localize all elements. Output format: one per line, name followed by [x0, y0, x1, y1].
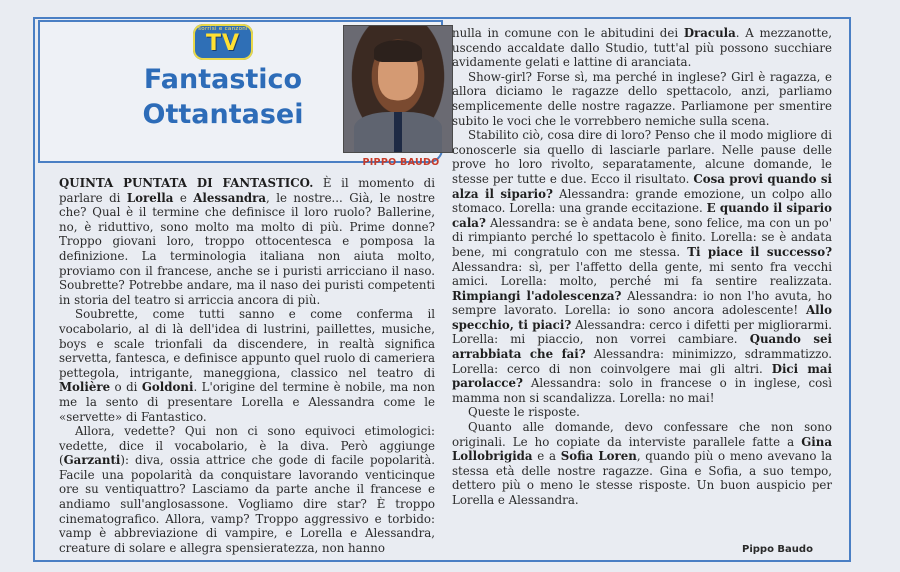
bold-text: Gina Lollobrigida [452, 434, 832, 464]
paragraph: Queste le risposte. [468, 405, 580, 420]
bold-text: Sofia Loren [560, 449, 637, 464]
photo-hair [374, 40, 422, 62]
title-line-1: Fantastico [143, 64, 303, 95]
bold-text: Alessandra [193, 190, 267, 205]
bold-text: Goldoni [141, 380, 194, 395]
bold-text: Allo specchio, ti piaci? [452, 303, 832, 332]
author-photo [343, 25, 453, 153]
logo-big-text: TV [205, 31, 241, 56]
photo-caption: PIPPO BAUDO [362, 157, 440, 168]
bold-text: Ti piace il successo? [687, 244, 832, 259]
bold-text: Quando sei arrabbiata che fai? [452, 332, 832, 362]
bold-text: E quando il sipario cala? [452, 201, 832, 230]
paragraph: Soubrette, come tutti sanno e come conferma il vocabolario, al di là dell'idea di lustrini, paillettes, musiche, boys e scale trionfali da discendere, in realtà significa servetta, fantesca, e definisce appunto quel ruolo di cameriera pettegola, intrigante, maneggiona, classico nel teatro di Molière o di Goldoni. L'origine del termine è nobile, ma non me la sento di presentare Lorella e Alessandra come le «servette» di Fantastico. [59, 307, 435, 424]
bold-text: Lorella [126, 190, 174, 205]
article-title [118, 62, 328, 132]
bold-text: Dracula [683, 26, 736, 40]
paragraph: Quanto alle domande, devo confessare che non sono originali. Le ho copiate da interviste parallele fatte a Gina Lollobrigida e a Sofia Loren, quando più o meno avevano la stessa età delle nostre ragazze. Gina e Sofia, a suo tempo, dettero più o meno le stesse risposte. Un buon auspicio per Lorella e Alessandra. [452, 420, 832, 507]
paragraph: Stabilito ciò, cosa dire di loro? Penso che il modo migliore di conoscerle sia quello di lasciarle parlare. Nelle pause delle prove ho loro rivolto, separatamente, alcune domande, le stesse per tutte e due. Ecco il risultato. Cosa provi quando si alza il sipario? Alessandra: grande emozione, un colpo allo stomaco. Lorella: una grande eccitazione. E quando il sipario cala? Alessandra: se è andata bene, sono felice, ma con un po' di rimpianto perché lo spettacolo è finito. Lorella: se è andata bene, mi congratulo con me stessa. Ti piace il successo? Alessandra: sì, per l'affetto della gente, mi sento fra vecchi amici. Lorella: molto, perché mi fa sentire realizzata. Rimpiangi l'adolescenza? Alessandra: io non l'ho avuta, ho sempre lavorato. Lorella: io sono ancora adolescente! Allo specchio, ti piaci? Alessandra: cerco i difetti per migliorarmi. Lorella: mi piaccio, non vorrei cambiare. Quando sei arrabbiata che fai? Alessandra: minimizzo, sdrammatizzo. Lorella: cerco di non coinvolgere mai gli altri. Dici mai parolacce? Alessandra: solo in francese o in inglese, così mamma non si scandalizza. Lorella: no mai! [452, 128, 833, 405]
paragraph: nulla in comune con le abitudini dei Dracula. A mezzanotte, uscendo accaldate dallo Studio, tutt'al più possono succhiare avidamente gelati e lattine di aranciata. [452, 26, 832, 70]
title-line-2: Ottantasei [142, 99, 304, 130]
column-left [59, 176, 435, 555]
paragraph: Allora, vedette? Qui non ci sono equivoci etimologici: vedette, dice il vocabolario, è la diva. Però aggiunge (Garzanti): diva, ossia attrice che gode di facile popolarità. Facile una popolarità da conquistare lavorando venticinque ore su ventiquattro? Lasciamo da parte anche il francese e andiamo sull'anglosassone. Vogliamo dire star? È troppo cinematografico. Allora, vamp? Troppo aggressivo e torbido: vamp è abbreviazione di vampire, e Lorella e Alessandra, creature di solare e allegra spensieratezza, non hanno [59, 424, 435, 555]
bold-text: Garzanti [63, 453, 121, 468]
column-right [452, 26, 832, 508]
logo-small-text: sorrisi e canzoni [198, 26, 248, 32]
bold-text: Cosa provi quando si alza il sipario? [452, 171, 832, 201]
tv-sorrisi-logo [193, 24, 253, 60]
photo-tie [394, 112, 402, 152]
paragraph: Show-girl? Forse sì, ma perché in inglese? Girl è ragazza, e allora diciamo le ragazze dello spettacolo, anzi, parliamo semplicemente delle nostre ragazze. Parliamone per smentire subito le voci che le vorrebbero nemiche sulla scena. [452, 69, 832, 128]
paragraph: QUINTA PUNTATA DI FANTASTICO. È il momento di parlare di Lorella e Alessandra, le nostre... Già, le nostre che? Qual è il termine che definisce il loro ruolo? Ballerine, no, è riduttivo, sono molto ma molto di più. Prime donne? Troppo giovani loro, troppo ottocentesca e pomposa la definizione. La terminologia italiana non aiuta molto, proviamo con il francese, anche se i puristi arricciano il naso. Soubrette? Potrebbe andare, ma il naso dei puristi competenti in storia del teatro si arriccia ancora di più. [59, 176, 435, 307]
bold-text: Dici mai parolacce? [452, 361, 832, 391]
bold-text: Rimpiangi l'adolescenza? [452, 288, 622, 303]
author-signature: Pippo Baudo [742, 544, 813, 555]
bold-text: Molière [59, 380, 111, 395]
bold-text: QUINTA PUNTATA DI FANTASTICO. [59, 176, 314, 190]
header-box [38, 20, 443, 168]
